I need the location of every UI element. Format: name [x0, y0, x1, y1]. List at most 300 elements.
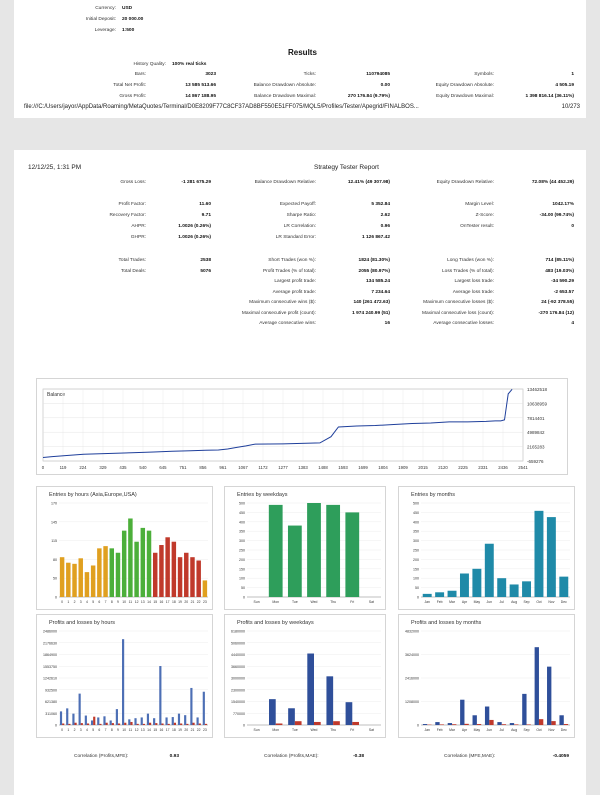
- chart-title: Profits and losses by months: [411, 620, 482, 626]
- x-tick-label: 0: [41, 465, 45, 470]
- x-tick-label: 7: [104, 728, 107, 732]
- y-tick-label: 50: [241, 586, 245, 591]
- bar: [423, 724, 427, 725]
- y-tick-label: 10638959: [527, 401, 548, 407]
- bar: [103, 546, 107, 597]
- stat-label: OnTester result:: [460, 224, 494, 229]
- x-tick-label: Fri: [350, 600, 355, 604]
- y-tick-label: 932500: [45, 688, 57, 693]
- bar: [72, 564, 76, 597]
- footer-file-path: file:///C:/Users/jayor/AppData/Roaming/MetaQuotes/Terminal/D0E8209F77C8CF37AD8BF550E51FF075/MQL5/Profiles/Tester/Apegrid/FINALBOS...: [24, 104, 419, 110]
- chart-title: Balance: [47, 392, 66, 398]
- y-tick-label: 1242610: [43, 676, 57, 681]
- y-tick-label: 400: [239, 520, 245, 525]
- header-title: Strategy Tester Report: [314, 164, 379, 171]
- x-tick-label: Apr: [461, 600, 468, 604]
- bar: [333, 721, 340, 725]
- header-date: 12/12/25, 1:31 PM: [28, 164, 82, 171]
- x-tick-label: 9: [117, 728, 119, 732]
- x-tick-label: 20: [184, 600, 189, 604]
- stat-value: 12.41% (49 307.98): [347, 180, 390, 185]
- bar: [547, 667, 551, 725]
- bar: [118, 723, 120, 725]
- result-value: 1: [571, 72, 574, 77]
- result-label: Equity Drawdown Absolute:: [435, 83, 494, 88]
- bar: [168, 724, 170, 725]
- x-tick-label: 1804: [378, 465, 388, 470]
- x-tick-label: Nov: [548, 728, 555, 732]
- x-tick-label: 1: [67, 728, 70, 732]
- bar: [155, 723, 157, 725]
- x-tick-label: 11: [128, 600, 133, 604]
- x-tick-label: May: [473, 600, 481, 604]
- bar: [497, 722, 501, 725]
- stat-value: 1042.17%: [552, 202, 574, 207]
- bar: [551, 721, 555, 725]
- result-value: 270 176.84 (9.79%): [347, 94, 390, 99]
- bar: [184, 553, 188, 597]
- bar: [489, 720, 493, 725]
- x-tick-label: 2331: [478, 465, 488, 470]
- param-label: Initial Deposit:: [85, 17, 116, 22]
- stat-value: 0: [571, 224, 574, 229]
- chart-title: Profits and losses by hours: [49, 620, 116, 626]
- y-tick-label: 4440000: [231, 653, 245, 657]
- stat-value: 1 126 867.42: [361, 235, 390, 240]
- stat-label: AHPR:: [131, 224, 146, 229]
- bar: [66, 563, 70, 597]
- x-tick-label: Jan: [424, 600, 430, 604]
- bar: [326, 505, 340, 597]
- stat-value: 72.08% (44 452.29): [531, 180, 574, 185]
- history-quality-label: History Quality:: [133, 62, 166, 67]
- result-value: 13 585 513.66: [185, 83, 216, 88]
- x-tick-label: Sat: [368, 600, 374, 604]
- y-tick-label: 200: [239, 557, 245, 562]
- x-tick-label: 1593: [338, 465, 348, 470]
- x-tick-label: Thu: [330, 600, 337, 604]
- bar: [124, 723, 126, 725]
- param-label: Leverage:: [94, 28, 116, 33]
- x-tick-label: 20: [184, 728, 189, 732]
- result-value: 1 398 816.14 (36.11%): [525, 94, 574, 99]
- bar: [128, 719, 130, 725]
- stat-label: Profit Factor:: [118, 202, 146, 207]
- y-tick-label: 500: [413, 501, 419, 506]
- result-label: Total Net Profit:: [113, 83, 146, 88]
- stat-value: -270 176.84 (12): [538, 310, 574, 316]
- x-tick-label: 4: [85, 728, 88, 732]
- y-tick-label: 621380: [45, 700, 57, 704]
- bar: [172, 717, 174, 725]
- bar: [527, 724, 531, 725]
- stat-label: Maximum consecutive losses ($):: [423, 300, 494, 305]
- entries-by-weekdays-chart: [224, 486, 386, 610]
- x-tick-label: 1909: [398, 465, 408, 470]
- bar: [75, 723, 77, 725]
- bar: [190, 688, 192, 725]
- x-tick-label: 16: [159, 600, 164, 604]
- x-tick-label: 8: [110, 600, 113, 604]
- bar: [97, 548, 101, 597]
- bar: [448, 591, 457, 597]
- stat-value: 1 974 240.99 (51): [352, 310, 390, 316]
- stat-value: 134 585.24: [365, 279, 390, 284]
- bar: [510, 723, 514, 725]
- y-tick-label: 400: [413, 520, 419, 525]
- x-tick-label: 2: [73, 728, 76, 732]
- x-tick-label: 1699: [358, 465, 368, 470]
- bar: [93, 717, 95, 725]
- x-tick-label: 12: [134, 600, 139, 604]
- stat-label: Gross Loss:: [120, 180, 146, 185]
- bar: [81, 723, 83, 725]
- x-tick-label: 8: [110, 728, 113, 732]
- x-tick-label: 15: [153, 600, 158, 604]
- stat-label: Short Trades (won %):: [268, 258, 316, 263]
- stat-value: 1824 (81.30%): [358, 258, 390, 263]
- y-tick-label: 350: [239, 529, 245, 534]
- x-tick-label: 540: [139, 465, 147, 470]
- y-tick-label: 3000000: [231, 676, 245, 681]
- bar: [423, 594, 432, 597]
- y-tick-label: 350: [413, 529, 419, 534]
- x-tick-label: Tue: [291, 728, 298, 732]
- x-tick-label: 5: [92, 600, 95, 604]
- bar: [269, 505, 283, 597]
- correlation-value: -0.38: [353, 754, 364, 759]
- bar: [199, 723, 201, 725]
- stat-label: LR Correlation:: [283, 224, 316, 229]
- x-tick-label: 16: [159, 728, 164, 732]
- bar: [192, 723, 194, 725]
- stat-label: Total Deals:: [120, 269, 146, 274]
- bar: [485, 544, 494, 597]
- bar: [203, 692, 205, 725]
- bar: [122, 639, 124, 725]
- bar: [535, 647, 539, 725]
- x-tick-label: 23: [203, 600, 207, 604]
- result-label: Gross Profit:: [119, 94, 146, 99]
- stat-label: Maximum consecutive wins ($):: [249, 300, 316, 305]
- bar: [178, 714, 180, 725]
- bar: [134, 718, 136, 725]
- bar: [326, 676, 333, 725]
- stat-value: 7 234.64: [371, 289, 390, 295]
- bar: [534, 511, 543, 597]
- x-tick-label: Sat: [368, 728, 374, 732]
- bar: [149, 723, 151, 725]
- x-tick-label: 1172: [258, 465, 268, 470]
- y-tick-label: 100: [239, 576, 245, 581]
- x-tick-label: Jan: [424, 728, 430, 732]
- y-tick-label: 2176630: [43, 641, 57, 646]
- report-page: [14, 150, 586, 795]
- stat-label: Largest profit trade:: [274, 279, 316, 284]
- x-tick-label: 3: [79, 600, 82, 604]
- bar: [110, 548, 114, 597]
- x-tick-label: 2120: [438, 465, 448, 470]
- entries-by-months-chart: [398, 486, 575, 610]
- bar: [184, 715, 186, 725]
- x-tick-label: 6: [98, 728, 101, 732]
- bar: [91, 720, 93, 725]
- stat-label: Long Trades (won %):: [447, 258, 494, 263]
- x-tick-label: Thu: [330, 728, 337, 732]
- y-tick-label: 770000: [233, 711, 245, 716]
- bar: [473, 715, 477, 725]
- bar: [66, 708, 68, 725]
- x-tick-label: 0: [61, 600, 64, 604]
- bar: [203, 580, 207, 597]
- stat-value: -1 281 675.29: [181, 180, 211, 185]
- x-tick-label: 22: [196, 600, 201, 604]
- x-tick-label: Oct: [536, 600, 542, 604]
- stat-value: 140 (261 472.63): [353, 300, 390, 305]
- bar: [112, 723, 114, 725]
- y-tick-label: 7814401: [527, 415, 545, 421]
- stat-label: Average consecutive wins:: [259, 321, 316, 326]
- x-tick-label: 9: [117, 600, 119, 604]
- y-tick-label: 6180000: [231, 629, 245, 634]
- bar: [352, 722, 359, 725]
- stat-label: Profit Trades (% of total):: [262, 268, 316, 274]
- x-tick-label: Dec: [560, 600, 567, 604]
- bar: [196, 561, 200, 597]
- bar: [314, 722, 321, 725]
- bar: [514, 724, 518, 725]
- bar: [172, 542, 176, 597]
- x-tick-label: 961: [219, 465, 227, 470]
- bar: [522, 581, 531, 597]
- x-tick-label: Sun: [253, 600, 260, 604]
- bar: [497, 578, 506, 597]
- stat-value: 11.60: [199, 202, 211, 207]
- bar: [91, 565, 95, 597]
- y-tick-label: 2165283: [527, 444, 545, 450]
- x-tick-label: 1488: [318, 465, 328, 470]
- bar: [186, 724, 188, 725]
- x-tick-label: Mar: [449, 600, 455, 604]
- bar: [85, 716, 87, 725]
- chart-title: Entries by weekdays: [237, 492, 288, 498]
- bar: [559, 577, 568, 597]
- stat-value: 5076: [200, 269, 211, 274]
- y-tick-label: 2300000: [231, 688, 245, 693]
- bar: [60, 711, 62, 725]
- x-tick-label: Nov: [548, 600, 555, 604]
- y-tick-label: 115: [51, 539, 57, 544]
- x-tick-label: 2225: [458, 465, 468, 470]
- y-tick-label: 250: [239, 548, 245, 553]
- y-tick-label: 4989842: [527, 430, 545, 436]
- bar: [141, 528, 145, 597]
- bar: [159, 666, 161, 725]
- x-tick-label: Aug: [511, 600, 518, 604]
- result-label: Symbols:: [474, 72, 494, 77]
- x-tick-label: 21: [190, 600, 195, 604]
- history-quality-value: 100% real ticks: [172, 62, 207, 67]
- y-tick-label: 0: [55, 595, 57, 600]
- bar: [564, 724, 568, 725]
- x-tick-label: 19: [178, 600, 182, 604]
- stat-value: 2538: [200, 258, 211, 263]
- bar: [178, 557, 182, 597]
- results-title: Results: [288, 48, 317, 57]
- result-label: Ticks:: [303, 72, 316, 77]
- bar: [288, 526, 302, 597]
- x-tick-label: 751: [179, 465, 187, 470]
- x-tick-label: 856: [199, 465, 207, 470]
- x-tick-label: 435: [119, 465, 127, 470]
- x-tick-label: Sun: [253, 728, 260, 732]
- x-tick-label: 14: [147, 600, 151, 604]
- y-tick-label: -659276: [527, 459, 544, 464]
- bar: [295, 721, 302, 725]
- result-label: Balance Drawdown Maximal:: [254, 94, 316, 99]
- x-tick-label: 13: [140, 728, 145, 732]
- stat-label: Total Trades:: [118, 258, 146, 263]
- bar: [539, 719, 543, 725]
- result-label: Bars:: [134, 72, 146, 77]
- bar: [116, 553, 120, 597]
- stat-value: 16: [384, 321, 390, 326]
- stat-label: Maximal consecutive profit (count):: [241, 310, 316, 316]
- y-tick-label: 100: [413, 576, 419, 581]
- bar: [159, 545, 163, 597]
- x-tick-label: Tue: [291, 600, 298, 604]
- result-label: Balance Drawdown Absolute:: [253, 83, 316, 88]
- profits-losses-by-hours-chart: [36, 614, 213, 738]
- result-value: 3023: [205, 72, 216, 77]
- x-tick-label: 17: [165, 728, 170, 732]
- bar: [180, 723, 182, 725]
- param-value: 1:500: [122, 28, 135, 33]
- bar: [485, 707, 489, 725]
- bar: [346, 702, 353, 725]
- y-tick-label: 0: [417, 723, 419, 728]
- x-tick-label: Mon: [272, 728, 280, 732]
- x-tick-label: 23: [203, 728, 207, 732]
- bar: [153, 718, 155, 725]
- stat-value: 2.62: [380, 213, 390, 218]
- bar: [276, 723, 283, 725]
- x-tick-label: 10: [122, 600, 127, 604]
- y-tick-label: 13462518: [527, 387, 548, 392]
- x-tick-label: 14: [147, 728, 151, 732]
- bar: [205, 724, 207, 725]
- x-tick-label: 11: [128, 728, 133, 732]
- x-tick-label: Feb: [436, 728, 443, 732]
- y-tick-label: 311060: [45, 711, 57, 716]
- x-tick-label: Feb: [436, 600, 443, 604]
- stat-label: Maximal consecutive loss (count):: [422, 310, 494, 316]
- y-tick-label: 50: [53, 576, 57, 581]
- y-tick-label: 2416000: [405, 676, 419, 681]
- x-tick-label: Oct: [536, 728, 542, 732]
- x-tick-label: 0: [61, 728, 64, 732]
- x-tick-label: Jul: [499, 600, 504, 604]
- y-tick-label: 145: [51, 520, 57, 525]
- y-tick-label: 0: [55, 723, 57, 728]
- y-tick-label: 250: [413, 548, 419, 553]
- correlation-label: Correlation (Profits,MAE):: [264, 754, 319, 759]
- x-tick-label: 6: [98, 600, 101, 604]
- y-tick-label: 450: [239, 510, 245, 515]
- bar: [87, 723, 89, 725]
- bar: [197, 717, 199, 725]
- x-tick-label: 12: [134, 728, 139, 732]
- bar: [147, 531, 151, 597]
- bar: [128, 518, 132, 597]
- correlation-value: 0.93: [169, 754, 179, 759]
- bar: [116, 709, 118, 725]
- correlation-label: Correlation (Profits,MFE):: [74, 754, 129, 759]
- y-tick-label: 3624000: [405, 653, 419, 657]
- bar: [137, 724, 139, 725]
- bar: [72, 714, 74, 725]
- stat-value: 5 352.84: [371, 202, 390, 207]
- stat-value: 714 (85.11%): [545, 258, 574, 263]
- bar: [460, 700, 464, 725]
- bar: [460, 574, 469, 598]
- x-tick-label: 224: [79, 465, 87, 470]
- profits-losses-by-weekdays-chart: [224, 614, 386, 738]
- x-tick-label: Sep: [523, 728, 530, 732]
- stat-label: Average profit trade:: [272, 289, 316, 295]
- result-value: 110794085: [366, 72, 390, 77]
- correlation-value: -0.4059: [552, 754, 569, 759]
- param-value: USD: [122, 6, 133, 11]
- y-tick-label: 500: [239, 501, 245, 506]
- x-tick-label: 1067: [238, 465, 248, 470]
- x-tick-label: Dec: [560, 728, 567, 732]
- x-tick-label: 329: [99, 465, 107, 470]
- chart-title: Entries by months: [411, 492, 456, 498]
- y-tick-label: 0: [243, 595, 245, 600]
- x-tick-label: 3: [79, 728, 82, 732]
- y-tick-label: 5060000: [231, 641, 245, 646]
- bar: [464, 724, 468, 725]
- bar: [165, 717, 167, 725]
- result-label: Equity Drawdown Maximal:: [436, 94, 494, 99]
- x-tick-label: 22: [196, 728, 201, 732]
- y-tick-label: 1208000: [405, 700, 419, 704]
- x-tick-label: Sep: [523, 600, 530, 604]
- y-tick-label: 450: [413, 510, 419, 515]
- x-tick-label: 1277: [278, 465, 288, 470]
- stat-label: Average loss trade:: [452, 289, 494, 295]
- bar: [60, 557, 64, 597]
- y-tick-label: 0: [417, 595, 419, 600]
- stat-label: Average consecutive losses:: [433, 321, 494, 326]
- y-tick-label: 80: [53, 557, 57, 562]
- bar: [68, 724, 70, 725]
- chart-title: Entries by hours (Asia,Europe,USA): [49, 492, 137, 498]
- x-tick-label: Mar: [449, 728, 455, 732]
- stat-value: 0.96: [380, 224, 390, 229]
- report-page-top: [14, 0, 586, 118]
- balance-chart: [36, 378, 568, 475]
- x-tick-label: 2: [73, 600, 76, 604]
- bar: [130, 722, 132, 725]
- bar: [307, 654, 314, 725]
- stat-value: 483 (19.03%): [545, 268, 574, 274]
- param-label: Currency:: [95, 6, 116, 11]
- stat-value: 24 (-92 378.55): [541, 300, 574, 305]
- result-value: 4 505.19: [555, 83, 574, 88]
- bar: [477, 724, 481, 725]
